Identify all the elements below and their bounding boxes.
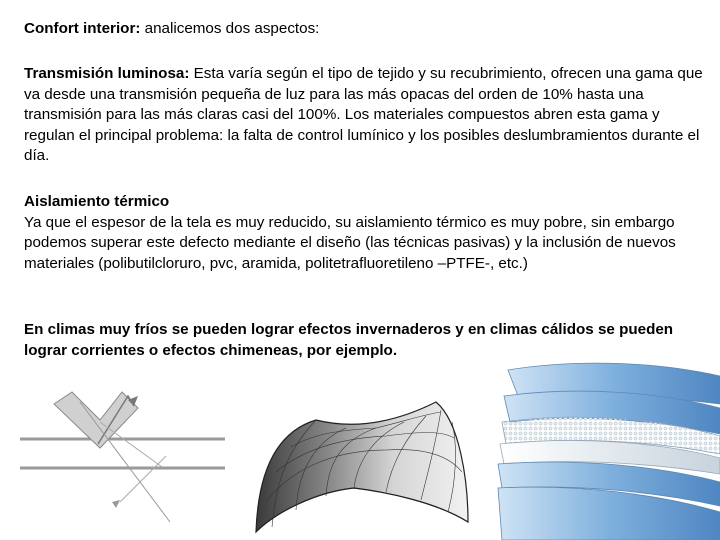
heading-text: analicemos dos aspectos: xyxy=(140,20,320,37)
transmision-title: Transmisión luminosa: xyxy=(24,65,190,82)
aislamiento-text: Ya que el espesor de la tela es muy reducido, su aislamiento térmico es muy pobre, sin embargo podemos superar este defecto mediante el diseño (las técnicas pasivas) y la inclusión de nuevos materiales (polibutilcloruro, pvc, aramida, politetrafluoretileno –PTFE-, etc.) xyxy=(24,213,676,272)
climas-text: En climas muy fríos se pueden lograr efectos invernaderos y en climas cálidos se pueden lograr corrientes o efectos chimeneas, por ejemplo. xyxy=(24,321,674,359)
shell-surface xyxy=(256,402,468,532)
heading-bold: Confort interior: xyxy=(24,20,141,37)
transmision-text: Esta varía según el tipo de tejido y su recubrimiento, ofrecen una gama que va desde una transmisión pequeña de luz para las más opacas del orden de 10% hasta una transmisión para las más claras casi del 100%. Los materiales compuestos abren esta gama y regulan el principal problema: la falta de control lumínico y los posibles deslumbramientos durante el día. xyxy=(24,65,703,164)
layered-membrane-figure xyxy=(488,356,720,540)
aislamiento-paragraph xyxy=(24,192,704,274)
aislamiento-title: Aislamiento térmico xyxy=(24,193,170,210)
refracted-ray xyxy=(100,422,162,467)
transmision-paragraph xyxy=(24,64,704,167)
arrow-head-icon xyxy=(112,500,120,508)
heading xyxy=(24,19,704,40)
light-transmission-diagram xyxy=(20,382,225,540)
climas-paragraph xyxy=(24,320,704,361)
fabric-shell-figure xyxy=(236,392,476,540)
scattered-ray xyxy=(120,456,166,502)
